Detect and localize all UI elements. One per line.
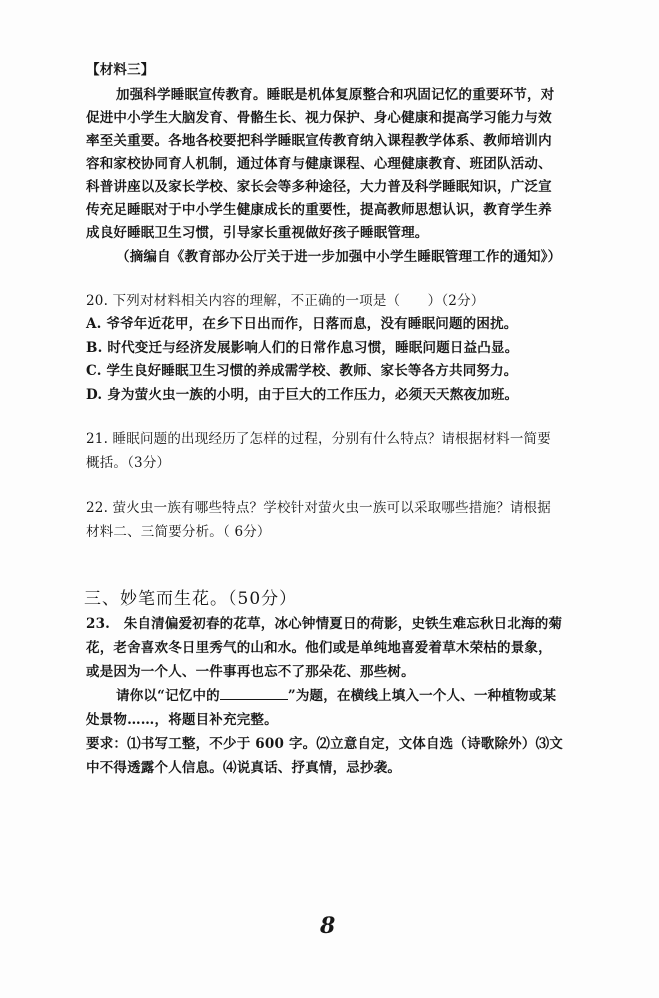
q21-line-2: 概括。（3分） — [86, 455, 171, 471]
material3-line-3: 率至关重要。各地各校要把科学睡眠宣传教育纳入课程教学体系、教师培训内 — [86, 133, 552, 149]
q21-line-1: 21. 睡眠问题的出现经历了怎样的过程，分别有什么特点？请根据材料一简要 — [86, 431, 551, 447]
material3-line-6: 传充足睡眠对于中小学生健康成长的重要性，提高教师思想认识，教育学生养 — [86, 202, 552, 218]
q23-prompt-after: ”为题，在横线上填入一个人、一种植物或某 — [287, 688, 557, 704]
material3-line-5: 科普讲座以及家长学校、家长会等多种途径，大力普及科学睡眠知识，广泛宣 — [86, 179, 552, 195]
q22-line-2: 材料二、三简要分析。（ 6分） — [86, 524, 271, 540]
material3-line-7: 成良好睡眠卫生习惯，引导家长重视做好孩子睡眠管理。 — [86, 225, 429, 241]
q23-requirements-line-2: 中不得透露个人信息。⑷说真话、抒真情，忌抄袭。 — [86, 760, 402, 776]
q23-prompt-line-1 — [116, 686, 556, 706]
q23-line-1: 23. 朱自清偏爱初春的花草，冰心钟情夏日的荷影，史铁生难忘秋日北海的菊 — [86, 616, 563, 632]
q20-option-d: D. 身为萤火虫一族的小明，由于巨大的工作压力，必须天天熬夜加班。 — [86, 387, 519, 403]
q23-requirements-line-1: 要求：⑴书写工整，不少于 600 字。⑵立意自定，文体自选（诗歌除外）⑶文 — [86, 736, 563, 752]
q22-line-1: 22. 萤火虫一族有哪些特点？学校针对萤火虫一族可以采取哪些措施？请根据 — [86, 500, 551, 516]
material3-source: （摘编自《教育部办公厅关于进一步加强中小学生睡眠管理工作的通知》） — [116, 249, 562, 265]
material3-line-1: 加强科学睡眠宣传教育。睡眠是机体复原整合和巩固记忆的重要环节，对 — [116, 87, 555, 103]
q20-option-b: B. 时代变迁与经济发展影响人们的日常作息习惯，睡眠问题日益凸显。 — [86, 340, 519, 356]
q23-prompt-line-2: 处景物……，将题目补充完整。 — [86, 712, 278, 728]
q23-prompt-before: 请你以“记忆中的 — [116, 688, 220, 704]
q20-stem: 20. 下列对材料相关内容的理解，不正确的一项是（ ）（2分） — [86, 293, 485, 309]
material3-heading: 【材料三】 — [86, 62, 155, 78]
section3-title: 三、妙笔而生花。（50分） — [84, 589, 298, 609]
q23-line-3: 或是因为一个人、一件事再也忘不了那朵花、那些树。 — [86, 664, 415, 680]
q20-option-c: C. 学生良好睡眠卫生习惯的养成需学校、教师、家长等各方共同努力。 — [86, 363, 518, 379]
q23-line-2: 花，老舍喜欢冬日里秀气的山和水。他们或是单纯地喜爱着草木荣枯的景象， — [86, 640, 552, 656]
material3-line-4: 容和家校协同育人机制，通过体育与健康课程、心理健康教育、班团队活动、 — [86, 156, 552, 172]
material3-line-2: 促进中小学生大脑发育、骨骼生长、视力保护、身心健康和提高学习能力与效 — [86, 110, 552, 126]
title-blank-line — [220, 687, 288, 700]
page-number: 8 — [320, 913, 336, 939]
q20-option-a: A. 爷爷年近花甲，在乡下日出而作，日落而息，没有睡眠问题的困扰。 — [86, 316, 518, 332]
